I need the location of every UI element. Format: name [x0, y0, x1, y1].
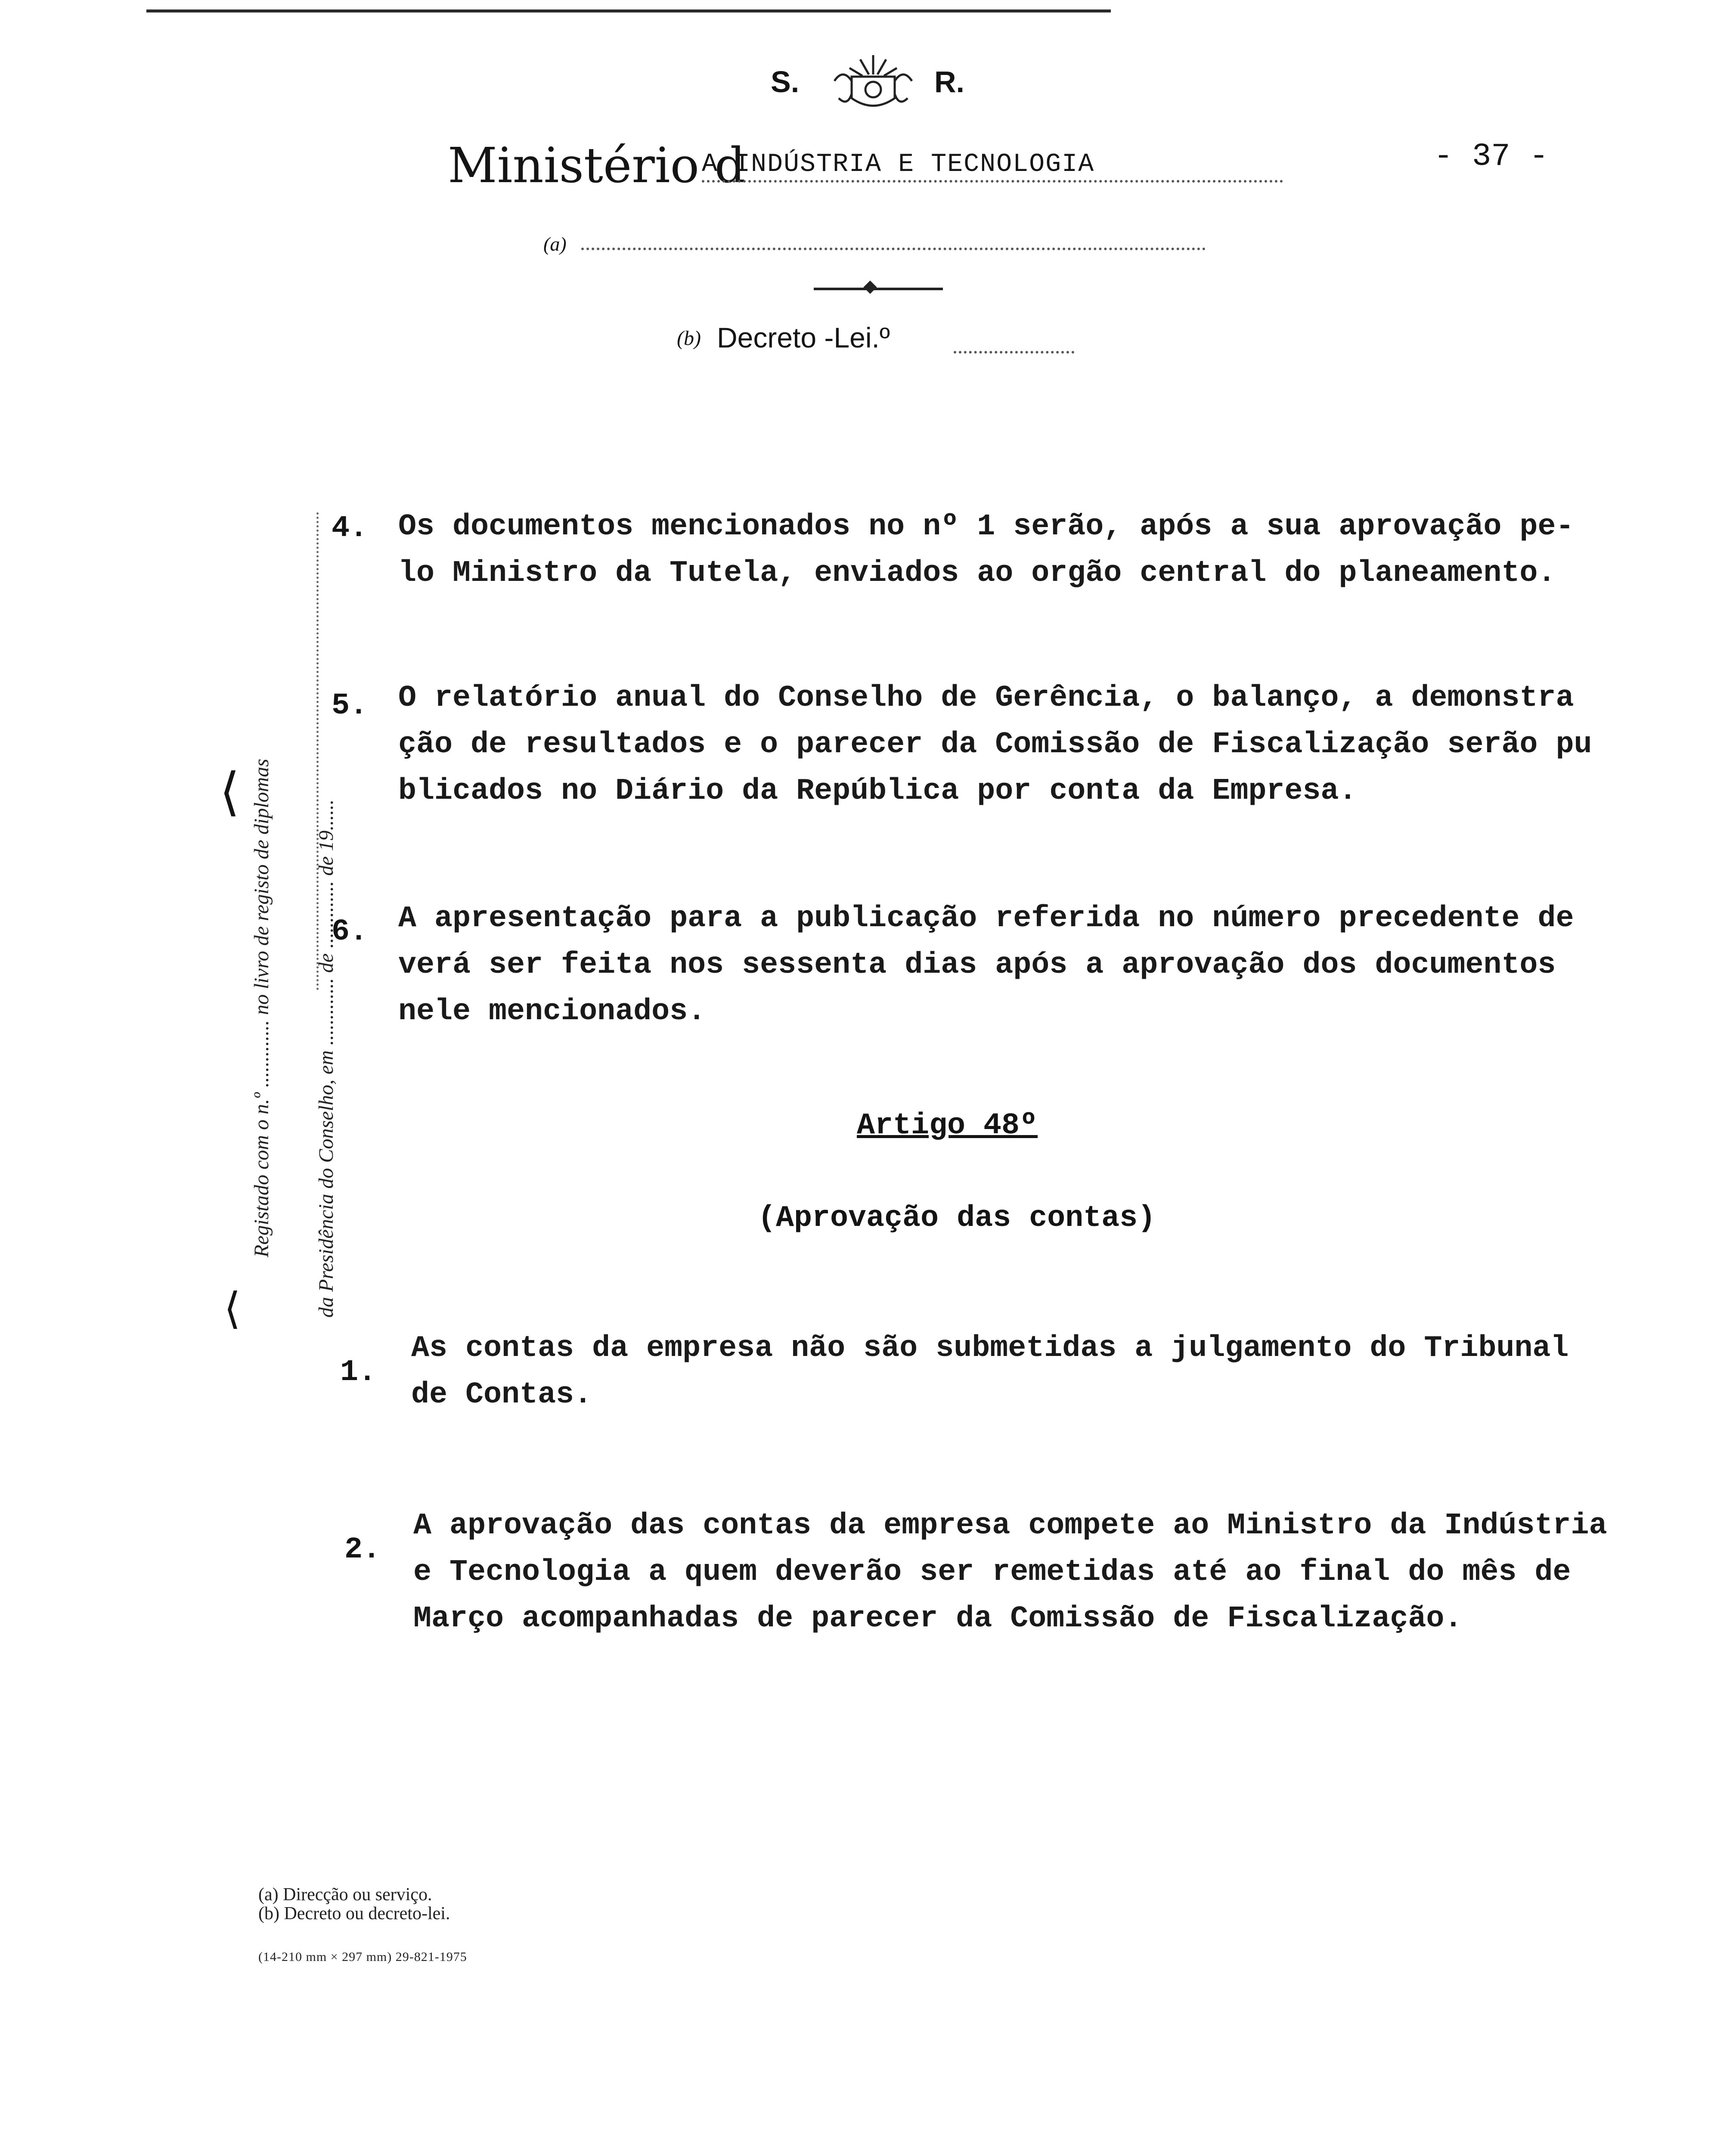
- text-line: O relatório anual do Conselho de Gerência, o balanço, a demonstra: [398, 681, 1574, 715]
- footnote-a: (a) Direcção ou serviço.: [258, 1885, 432, 1905]
- item-4-text: [398, 504, 1574, 597]
- text-line: A aprovação das contas da empresa compete ao Ministro da Indústria: [413, 1509, 1607, 1543]
- item-number: 5.: [332, 689, 368, 723]
- article-item-2-text: [413, 1503, 1607, 1642]
- item-6-text: [398, 896, 1574, 1035]
- item-number: 6.: [332, 915, 368, 949]
- field-b-label: (b): [677, 327, 701, 350]
- margin-dotted-rule: [316, 512, 319, 990]
- field-a-label: (a): [543, 233, 567, 255]
- ministry-dotline: [702, 180, 1283, 183]
- text-line: ção de resultados e o parecer da Comissão de Fiscalização serão pu: [398, 728, 1592, 762]
- item-5-text: [398, 675, 1592, 815]
- field-a-dotline: [581, 248, 1206, 250]
- sr-left: S.: [771, 65, 800, 99]
- text-line: A apresentação para a publicação referida no número precedente de: [398, 902, 1574, 936]
- page-number: - 37 -: [1434, 139, 1549, 175]
- text-line: nele mencionados.: [398, 995, 706, 1029]
- text-line: e Tecnologia a quem deverão ser remetidas até ao final do mês de: [413, 1555, 1571, 1589]
- text-line: lo Ministro da Tutela, enviados ao orgão central do planeamento.: [398, 556, 1556, 590]
- registration-note-line2: da Presidência do Conselho, em ............. de ............. de 19......: [315, 799, 338, 1318]
- ministry-name: A INDÚSTRIA E TECNOLOGIA: [702, 150, 1095, 179]
- ornament-divider: [814, 288, 943, 290]
- top-rule: [146, 9, 1111, 12]
- text-line: As contas da empresa não são submetidas a julgamento do Tribunal: [411, 1331, 1569, 1365]
- article-subtitle: (Aprovação das contas): [758, 1201, 1156, 1235]
- registration-note-line1: Registado com o n.º ............. no livro de registo de diplomas: [250, 759, 273, 1257]
- footnote-b: (b) Decreto ou decreto-lei.: [258, 1904, 450, 1923]
- print-reference: (14-210 mm × 297 mm) 29-821-1975: [258, 1950, 467, 1964]
- text-line: verá ser feita nos sessenta dias após a aprovação dos documentos: [398, 948, 1556, 982]
- article-item-1-text: [411, 1325, 1569, 1418]
- item-number: 1.: [340, 1356, 377, 1390]
- margin-bracket-icon: ⟨: [220, 762, 240, 822]
- coat-of-arms-icon: [826, 51, 921, 115]
- decree-label: Decreto -Lei.º: [717, 322, 890, 354]
- item-number: 2.: [344, 1533, 381, 1567]
- item-number: 4.: [332, 512, 368, 546]
- decree-dotline: [954, 351, 1074, 354]
- sr-right: R.: [934, 65, 964, 99]
- margin-bracket-icon: ⟨: [224, 1283, 241, 1334]
- text-line: de Contas.: [411, 1378, 592, 1412]
- text-line: Os documentos mencionados no nº 1 serão, após a sua aprovação pe-: [398, 510, 1574, 544]
- text-line: Março acompanhadas de parecer da Comissão de Fiscalização.: [413, 1602, 1463, 1636]
- ministry-prefix: Ministério d: [448, 138, 746, 194]
- article-title: Artigo 48º: [857, 1109, 1038, 1143]
- divider-diamond-icon: [863, 280, 877, 294]
- text-line: blicados no Diário da República por conta da Empresa.: [398, 774, 1357, 808]
